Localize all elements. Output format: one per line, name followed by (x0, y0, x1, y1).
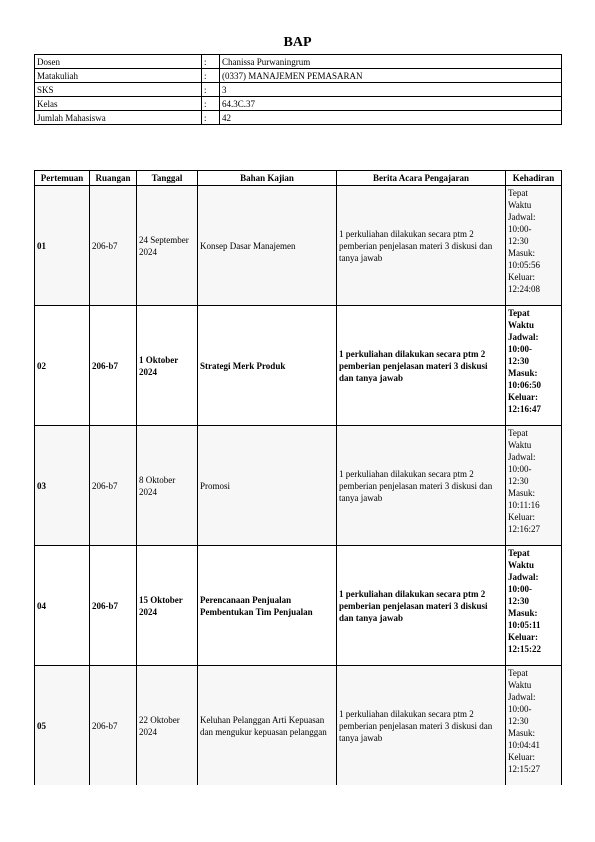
topic: Perencanaan Penjualan Pembentukan Tim Penjualan (198, 546, 337, 666)
attendance-line: 12:16:47 (508, 404, 541, 414)
room: 206-b7 (90, 546, 137, 666)
attendance-line: Masuk: (508, 728, 535, 738)
attendance-line: Keluar: (508, 512, 535, 522)
room: 206-b7 (90, 186, 137, 306)
attendance-line: Masuk: (508, 488, 535, 498)
header-date: Tanggal (137, 171, 198, 186)
attendance-line: 12:15:22 (508, 644, 541, 654)
document-title: BAP (283, 35, 312, 50)
attendance-line: Jadwal: (508, 452, 536, 462)
info-label: Jumlah Mahasiswa (35, 111, 202, 125)
info-separator: : (202, 69, 220, 83)
attendance (506, 426, 562, 546)
header-topic: Bahan Kajian (198, 171, 337, 186)
meeting-number: 01 (35, 186, 90, 306)
attendance-line: Tepat (508, 428, 528, 438)
attendance (506, 546, 562, 666)
attendance-line: 10:04:41 (508, 740, 541, 750)
topic: Keluhan Pelanggan Arti Kepuasan dan mengukur kepuasan pelanggan (198, 666, 337, 786)
meeting-number: 03 (35, 426, 90, 546)
attendance-line: Keluar: (508, 752, 535, 762)
table-row (35, 666, 562, 786)
attendance-line: 10:11:16 (508, 500, 540, 510)
info-value: 42 (220, 111, 562, 125)
date: 22 Oktober 2024 (137, 666, 198, 786)
header-teaching-notes: Berita Acara Pengajaran (337, 171, 506, 186)
attendance-line: Keluar: (508, 632, 538, 642)
attendance-line: Jadwal: (508, 572, 539, 582)
teaching-notes: 1 perkuliahan dilakukan secara ptm 2 pemberian penjelasan materi 3 diskusi dan tanya jawab (337, 306, 506, 426)
teaching-notes: 1 perkuliahan dilakukan secara ptm 2 pemberian penjelasan materi 3 diskusi dan tanya jawab (337, 666, 506, 786)
attendance-line: Jadwal: (508, 692, 536, 702)
topic: Strategi Merk Produk (198, 306, 337, 426)
table-row (35, 426, 562, 546)
attendance-line: Tepat (508, 548, 530, 558)
attendance-line: Waktu (508, 320, 535, 330)
attendance-line: 12:30 (508, 356, 529, 366)
info-separator: : (202, 97, 220, 111)
attendance-line: Waktu (508, 680, 532, 690)
meetings-table (34, 170, 562, 785)
info-row (35, 69, 562, 83)
info-value: (0337) MANAJEMEN PEMASARAN (220, 69, 562, 83)
header-room: Ruangan (90, 171, 137, 186)
attendance-line: Tepat (508, 668, 528, 678)
course-info-table (34, 54, 562, 125)
teaching-notes: 1 perkuliahan dilakukan secara ptm 2 pemberian penjelasan materi 3 diskusi dan tanya jawab (337, 426, 506, 546)
info-value: 64.3C.37 (220, 97, 562, 111)
meeting-number: 05 (35, 666, 90, 786)
attendance-line: 10:00- (508, 584, 532, 594)
room: 206-b7 (90, 426, 137, 546)
attendance (506, 186, 562, 306)
attendance-line: 10:05:56 (508, 260, 541, 270)
attendance (506, 306, 562, 426)
info-row (35, 83, 562, 97)
attendance-line: 12:30 (508, 716, 529, 726)
attendance (506, 666, 562, 786)
attendance-line: Masuk: (508, 368, 538, 378)
table-row (35, 186, 562, 306)
date: 8 Oktober 2024 (137, 426, 198, 546)
attendance-line: 12:30 (508, 236, 529, 246)
meeting-number: 02 (35, 306, 90, 426)
info-row (35, 55, 562, 69)
topic: Promosi (198, 426, 337, 546)
info-row (35, 97, 562, 111)
meeting-number: 04 (35, 546, 90, 666)
table-header-row (35, 171, 562, 186)
info-value: Chanissa Purwaningrum (220, 55, 562, 69)
date: 1 Oktober 2024 (137, 306, 198, 426)
table-row (35, 306, 562, 426)
attendance-line: Jadwal: (508, 212, 536, 222)
topic: Konsep Dasar Manajemen (198, 186, 337, 306)
info-label: Kelas (35, 97, 202, 111)
teaching-notes: 1 perkuliahan dilakukan secara ptm 2 pemberian penjelasan materi 3 diskusi dan tanya jawab (337, 546, 506, 666)
info-row (35, 111, 562, 125)
teaching-notes: 1 perkuliahan dilakukan secara ptm 2 pemberian penjelasan materi 3 diskusi dan tanya jawab (337, 186, 506, 306)
attendance-line: 12:16:27 (508, 524, 541, 534)
attendance-line: 10:00- (508, 344, 532, 354)
attendance-line: Masuk: (508, 608, 538, 618)
attendance-line: Jadwal: (508, 332, 539, 342)
room: 206-b7 (90, 306, 137, 426)
attendance-line: 10:00- (508, 704, 532, 714)
attendance-line: Tepat (508, 308, 530, 318)
header-meeting: Pertemuan (35, 171, 90, 186)
info-value: 3 (220, 83, 562, 97)
info-separator: : (202, 111, 220, 125)
attendance-line: 12:24:08 (508, 284, 541, 294)
info-label: SKS (35, 83, 202, 97)
attendance-line: 10:00- (508, 464, 532, 474)
attendance-line: 12:15:27 (508, 764, 541, 774)
attendance-line: Keluar: (508, 272, 535, 282)
date: 15 Oktober 2024 (137, 546, 198, 666)
attendance-line: 10:06:50 (508, 380, 541, 390)
info-label: Dosen (35, 55, 202, 69)
attendance-line: 12:30 (508, 476, 529, 486)
table-row (35, 546, 562, 666)
attendance-line: Waktu (508, 560, 535, 570)
info-separator: : (202, 83, 220, 97)
attendance-line: Keluar: (508, 392, 538, 402)
attendance-line: 10:05:11 (508, 620, 541, 630)
attendance-line: Masuk: (508, 248, 535, 258)
attendance-line: Waktu (508, 440, 532, 450)
attendance-line: Tepat (508, 188, 528, 198)
date: 24 September 2024 (137, 186, 198, 306)
room: 206-b7 (90, 666, 137, 786)
attendance-line: 10:00- (508, 224, 532, 234)
header-attendance: Kehadiran (506, 171, 562, 186)
attendance-line: 12:30 (508, 596, 529, 606)
attendance-line: Waktu (508, 200, 532, 210)
info-label: Matakuliah (35, 69, 202, 83)
info-separator: : (202, 55, 220, 69)
